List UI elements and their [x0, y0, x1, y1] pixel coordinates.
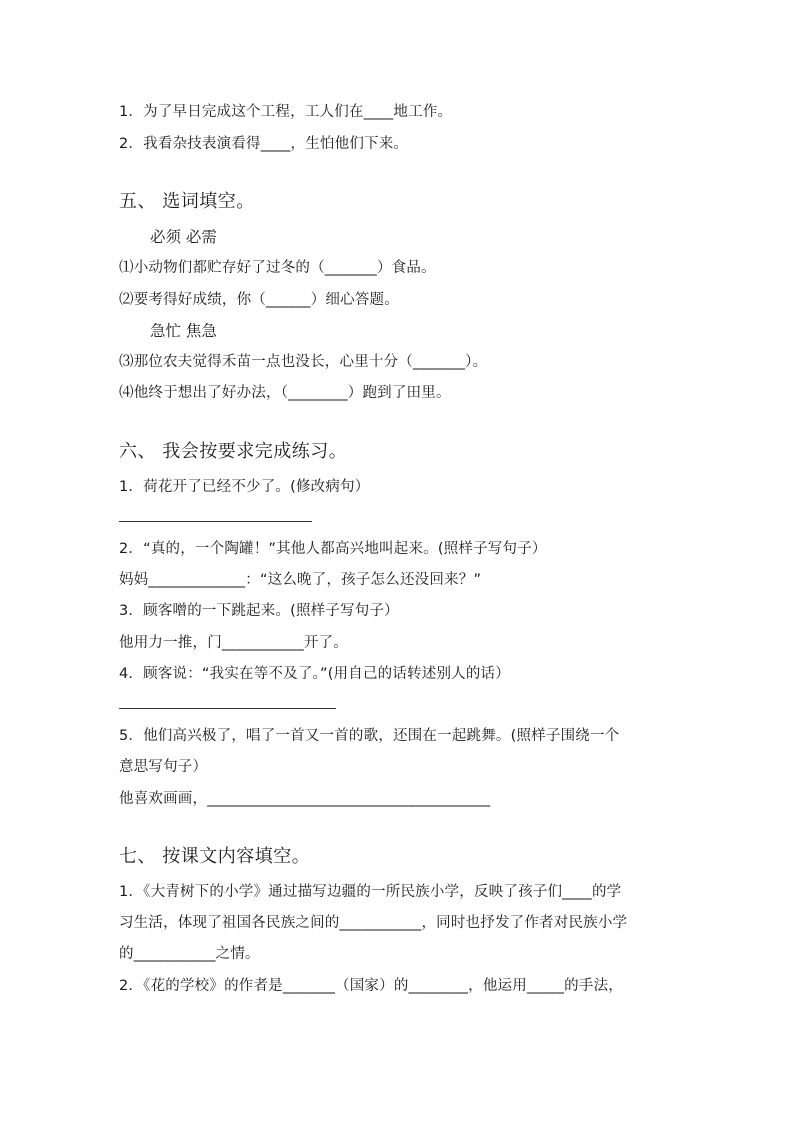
question-6-1: 1．荷花开了已经不少了。(修改病句） [119, 479, 370, 495]
question-6-3: 3．顾客噌的一下跳起来。(照样子写句子） [119, 603, 399, 619]
answer-line-6-1 [119, 521, 312, 522]
question-5-3: ⑶那位农夫觉得禾苗一点也没长，心里十分（_______）。 [119, 354, 488, 370]
question-7-1-line3: 的___________之情。 [119, 946, 260, 962]
question-6-2: 2．“真的，一个陶罐！”其他人都高兴地叫起来。(照样子写句子） [119, 541, 547, 557]
question-7-2: 2．《花的学校》的作者是_______（国家）的________，他运用_____的手法， [119, 978, 623, 994]
question-5-2: ⑵要考得好成绩，你（______）细心答题。 [119, 292, 399, 308]
word-choices-2: 急忙 焦急 [150, 322, 217, 340]
question-7-1-line1: 1．《大青树下的小学》通过描写边疆的一所民族小学，反映了孩子们____的学 [119, 884, 622, 900]
question-7-1-line2: 习生活，体现了祖国各民族之间的___________，同时也抒发了作者对民族小学 [119, 915, 628, 931]
answer-6-3: 他用力一推，门___________开了。 [119, 635, 348, 651]
answer-line-6-4 [119, 708, 336, 709]
question-4-2: 2．我看杂技表演看得____，生怕他们下来。 [119, 136, 409, 152]
section-7-heading: 七、 按课文内容填空。 [119, 846, 311, 867]
question-6-5-line2: 意思写句子） [119, 759, 208, 775]
word-choices-1: 必须 必需 [150, 228, 217, 246]
question-6-5-line1: 5．他们高兴极了，唱了一首又一首的歌，还围在一起跳舞。(照样子围绕一个 [119, 728, 620, 744]
question-6-4: 4．顾客说：“我实在等不及了。”(用自己的话转述别人的话） [119, 666, 510, 682]
section-6-heading: 六、 我会按要求完成练习。 [119, 441, 348, 462]
answer-6-2: 妈妈_____________：“这么晚了，孩子怎么还没回来？” [119, 572, 482, 588]
question-4-1: 1．为了早日完成这个工程，工人们在____地工作。 [119, 104, 453, 120]
question-5-4: ⑷他终于想出了好办法，（________）跑到了田里。 [119, 385, 451, 401]
section-5-heading: 五、 选词填空。 [119, 191, 255, 212]
answer-6-5: 他喜欢画画，______________________________________ [119, 791, 491, 807]
question-5-1: ⑴小动物们都贮存好了过冬的（_______）食品。 [119, 260, 436, 276]
